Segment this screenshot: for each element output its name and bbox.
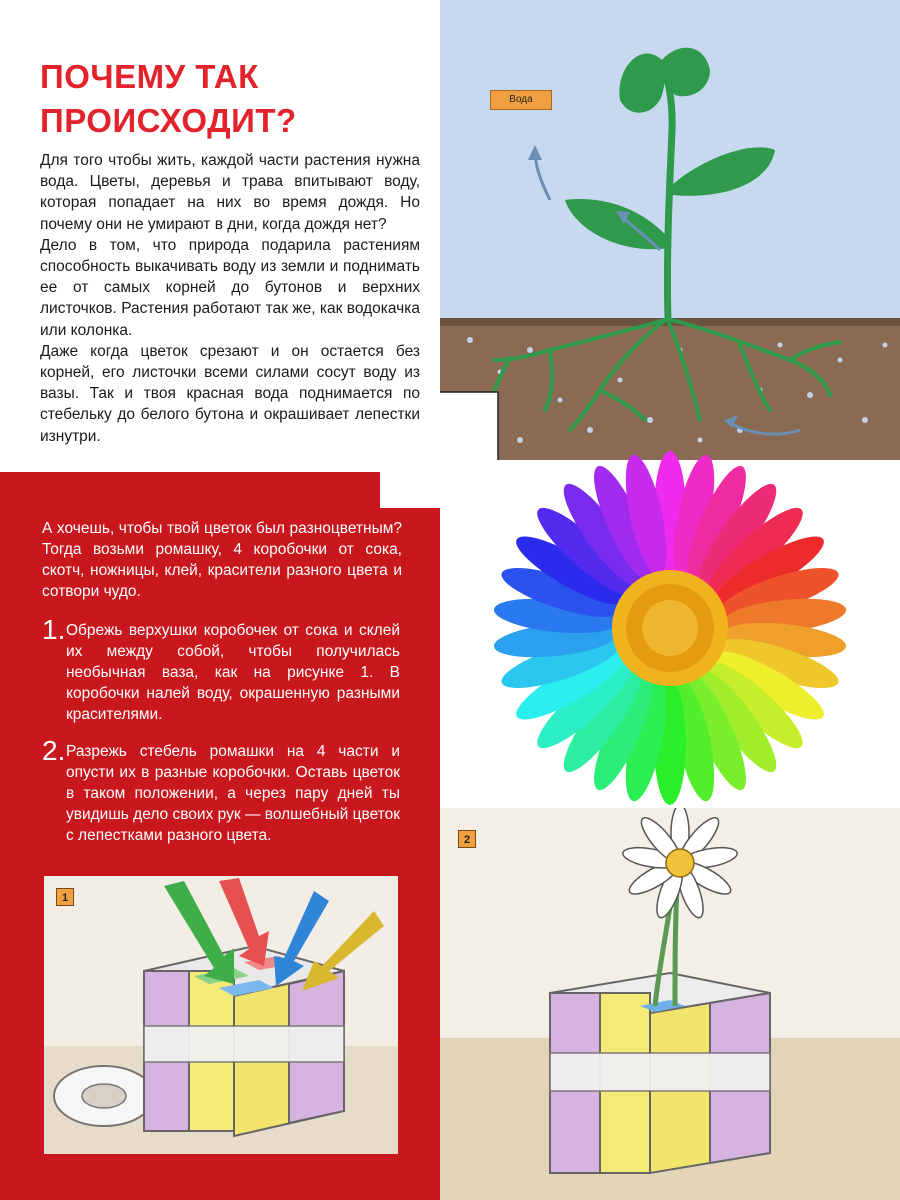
intro-text — [40, 150, 420, 447]
page-title — [40, 55, 430, 143]
instructions-intro: А хочешь, чтобы твой цветок был разноцветным? Тогда возьми ромашку, 4 коробочки от сока, скотч, ножницы, клей, красители разного цвета и сотвори чудо. — [42, 520, 402, 600]
panel-corner-notch — [380, 472, 440, 508]
rainbow-daisy-illustration — [470, 448, 890, 808]
step-1-text: Обрежь верхушки коробочек от сока и склей их между собой, чтобы получилась необычная ваза, как на рисунке 1. В коробочки налей воду, окрашенную разными красителями. — [66, 622, 400, 723]
water-label: Вода — [490, 90, 552, 110]
title-line-2: ПРОИСХОДИТ? — [40, 102, 297, 139]
daisy-in-vase-illustration — [440, 808, 900, 1200]
plant-illustration — [440, 0, 900, 460]
step-2-number: 2. — [42, 735, 66, 766]
juice-box-vase-illustration — [44, 876, 398, 1154]
title-line-1: ПОЧЕМУ ТАК — [40, 58, 259, 95]
intro-paragraph-3: Даже когда цветок срезают и он остается без корней, его листочки всеми силами сосут воду из вазы. Так и твоя красная вода поднимается по стебельку до белого бутона и окрашивает лепестки изнутри. — [40, 342, 420, 445]
figure-1-badge: 1 — [56, 888, 74, 906]
step-1-number: 1. — [42, 614, 66, 645]
intro-paragraph-1: Для того чтобы жить, каждой части растения нужна вода. Цветы, деревья и трава впитывают воду, которая попадает на них во время дождя. Но почему они не умирают в дни, когда дождя нет? — [40, 152, 420, 233]
step-2-text: Разрежь стебель ромашки на 4 части и опусти их в разные коробочки. Оставь цветок в таком положении, а через пару дней ты увидишь дело своих рук — волшебный цветок с лепестками разного цвета. — [66, 743, 400, 844]
intro-paragraph-2: Дело в том, что природа подарила растениям способность выкачивать воду из земли и поднимать ее от самых корней до бутонов и верхних листочков. Растения работают так же, как водокачка или колонка. — [40, 236, 420, 339]
figure-2-badge: 2 — [458, 830, 476, 848]
